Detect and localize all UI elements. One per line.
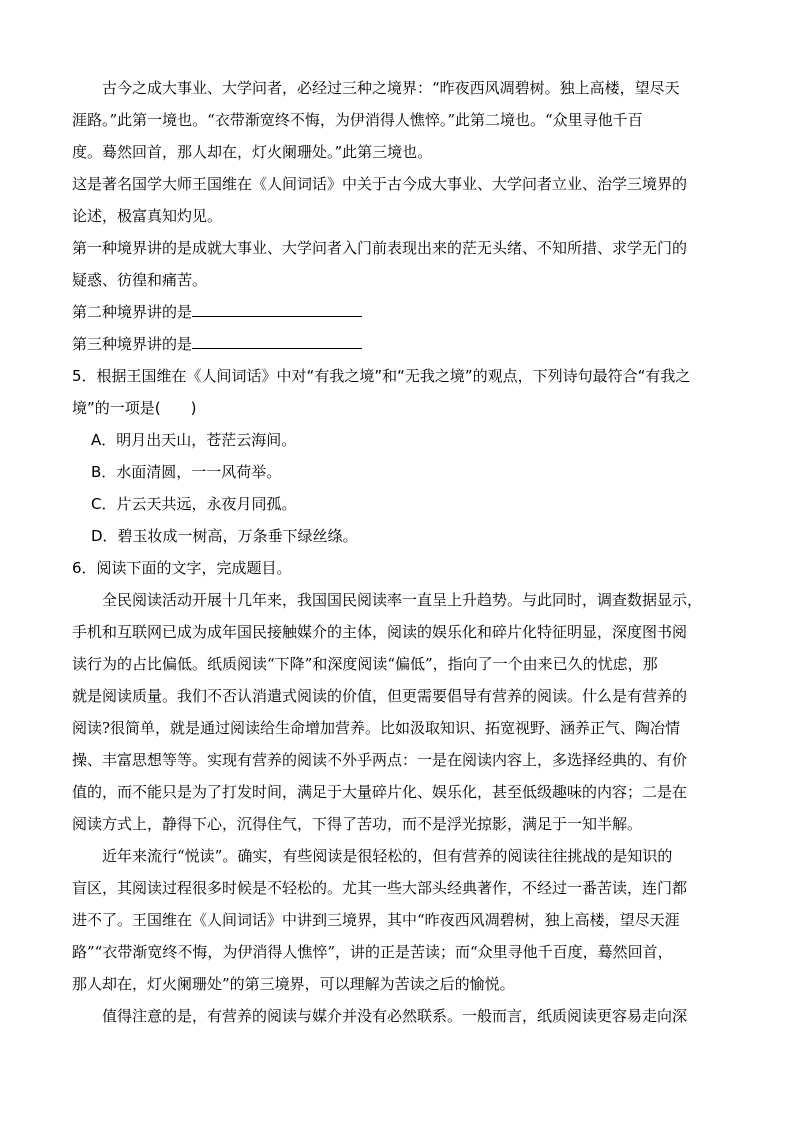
passage-line: 就是阅读质量。我们不否认消遣式阅读的价值，但更需要倡导有营养的阅读。什么是有营养的 bbox=[72, 687, 688, 705]
passage-line: 那人却在，灯火阑珊处”的第三境界，可以理解为苦读之后的愉悦。 bbox=[72, 975, 515, 993]
passage-line: 全民阅读活动开展十几年来，我国国民阅读率一直呈上升趋势。与此同时，调查数据显示， bbox=[102, 591, 703, 609]
question-stem: 5．根据王国维在《人间词话》中对“有我之境”和“无我之境”的观点，下列诗句最符合“有我之 bbox=[72, 367, 691, 385]
passage-line: 读行为的占比偏低。纸质阅读“下降”和深度阅读“偏低”，指向了一个由来已久的忧虑，那 bbox=[72, 655, 658, 673]
passage-line: 近年来流行“悦读”。确实，有些阅读是很轻松的，但有营养的阅读往往挑战的是知识的 bbox=[102, 847, 673, 865]
fill-blank-line bbox=[72, 328, 722, 360]
option-a: A．明月出天山，苍茫云海间。 bbox=[91, 431, 297, 449]
passage-line: 操、丰富思想等等。实现有营养的阅读不外乎两点：一是在阅读内容上，多选择经典的、有价 bbox=[72, 751, 688, 769]
passage-line: 盲区，其阅读过程很多时候是不轻松的。尤其一些大部头经典著作，不经过一番苦读，连门都 bbox=[72, 879, 688, 897]
quote-line: 涯路。”此第一境也。“衣带渐宽终不悔，为伊消得人憔悴。”此第二境也。“众里寻他千百 bbox=[72, 111, 643, 129]
option-d: D．碧玉妆成一树高，万条垂下绿丝绦。 bbox=[91, 527, 358, 545]
fill-blank-line bbox=[72, 296, 722, 328]
quote-line: 度。蓦然回首，那人却在，灯火阑珊处。”此第三境也。 bbox=[72, 143, 433, 161]
question-stem: 境”的一项是( ) bbox=[72, 399, 197, 417]
paragraph-line: 第一种境界讲的是成就大事业、大学问者入门前表现出来的茫无头绪、不知所措、求学无门的 bbox=[72, 239, 688, 257]
paragraph-line: 疑惑、彷徨和痛苦。 bbox=[72, 271, 208, 289]
answer-blank[interactable] bbox=[192, 298, 362, 317]
document-page bbox=[72, 72, 722, 1032]
paragraph-line: 论述，极富真知灼见。 bbox=[72, 207, 223, 225]
passage-line: 路”“衣带渐宽终不悔，为伊消得人憔悴”，讲的正是苦读；而“众里寻他千百度，蓦然回首， bbox=[72, 943, 673, 961]
quote-line: 古今之成大事业、大学问者，必经过三种之境界：“昨夜西风凋碧树。独上高楼，望尽天 bbox=[102, 79, 680, 97]
passage-line: 手机和互联网已成为成年国民接触媒介的主体，阅读的娱乐化和碎片化特征明显，深度图书阅 bbox=[72, 623, 688, 641]
option-b: B．水面清圆，一一风荷举。 bbox=[91, 463, 282, 481]
fill-blank-label: 第二种境界讲的是 bbox=[72, 303, 193, 321]
option-c: C．片云天共远，永夜月同孤。 bbox=[91, 495, 297, 513]
answer-blank[interactable] bbox=[192, 330, 362, 349]
passage-line: 值的，而不能只是为了打发时间，满足于大量碎片化、娱乐化，甚至低级趣味的内容；二是在 bbox=[72, 783, 688, 801]
passage-line: 进不了。王国维在《人间词话》中讲到三境界，其中“昨夜西风凋碧树，独上高楼，望尽天涯 bbox=[72, 911, 680, 929]
passage-line: 值得注意的是，有营养的阅读与媒介并没有必然联系。一般而言，纸质阅读更容易走向深 bbox=[102, 1007, 688, 1025]
paragraph-line: 这是著名国学大师王国维在《人间词话》中关于古今成大事业、大学问者立业、治学三境界的 bbox=[72, 175, 688, 193]
passage-line: 阅读方式上，静得下心，沉得住气，下得了苦功，而不是浮光掠影，满足于一知半解。 bbox=[72, 815, 643, 833]
passage-line: 阅读?很简单，就是通过阅读给生命增加营养。比如汲取知识、拓宽视野、涵养正气、陶冶情 bbox=[72, 719, 681, 737]
question-title: 6．阅读下面的文字，完成题目。 bbox=[72, 559, 292, 577]
fill-blank-label: 第三种境界讲的是 bbox=[72, 335, 193, 353]
